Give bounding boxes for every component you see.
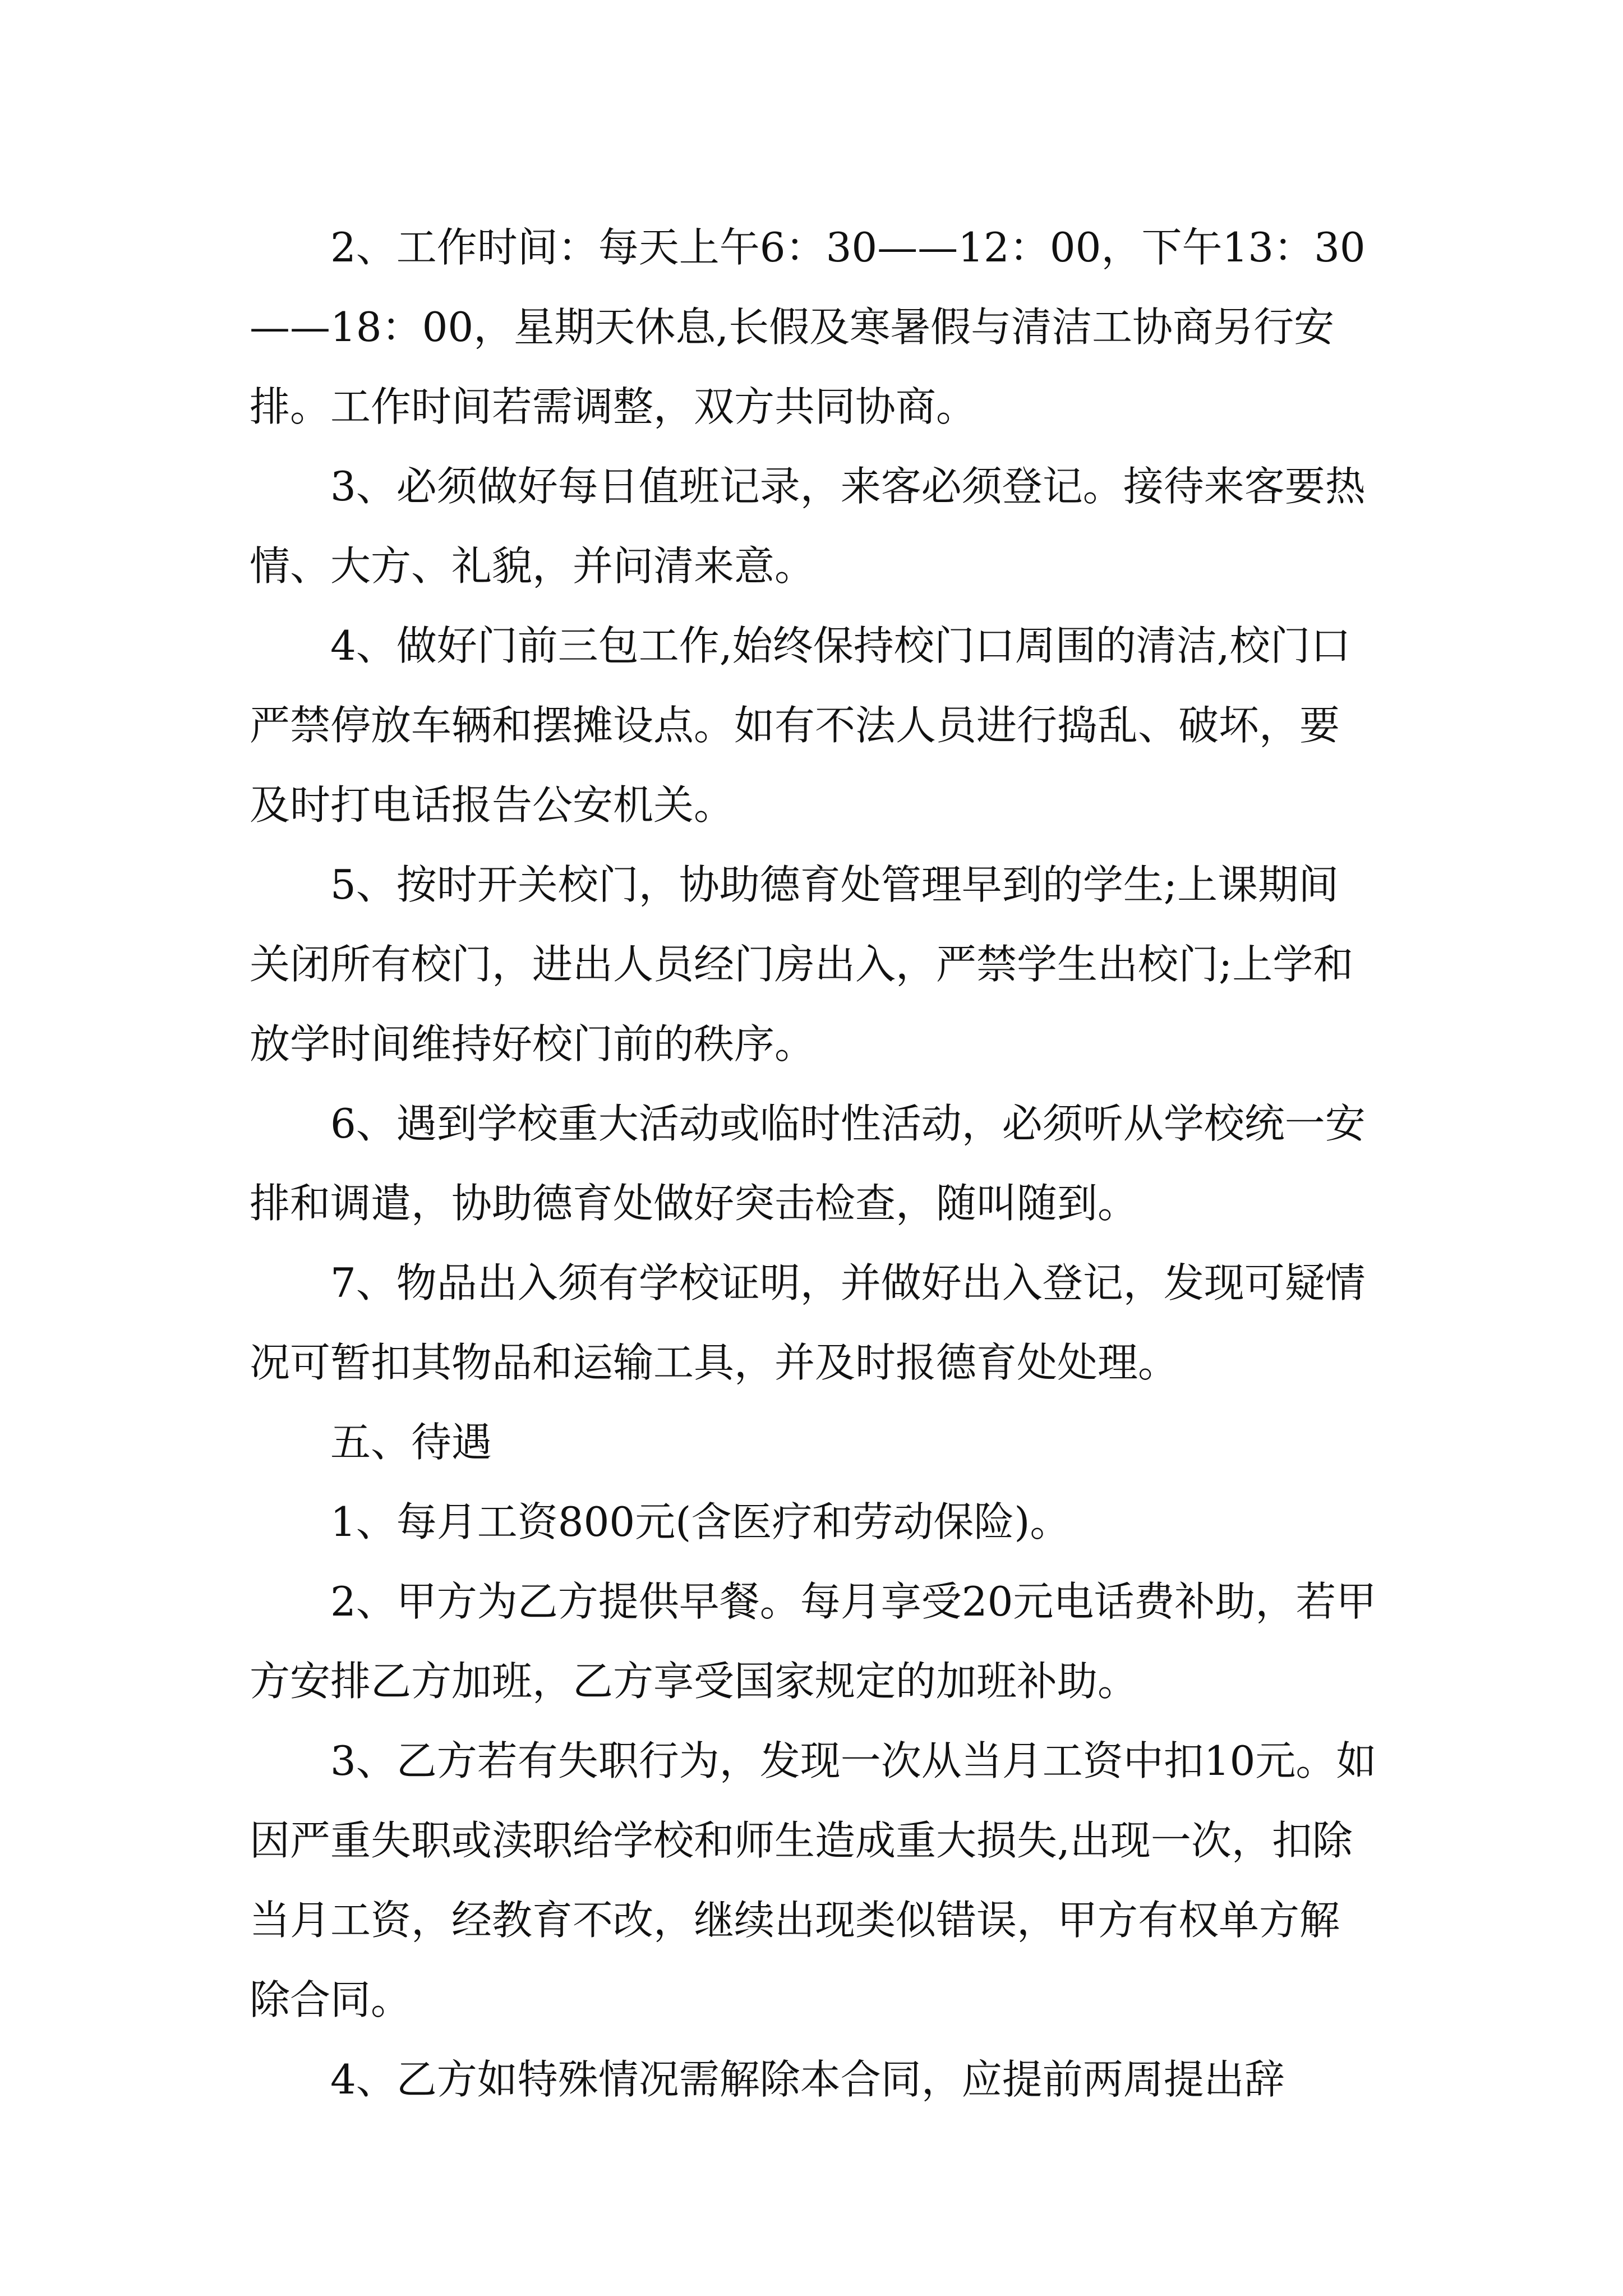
paragraph-breakfast-subsidy: 2、甲方为乙方提供早餐。每月享受20元电话费补助，若甲方安排乙方加班，乙方享受国家规定的加班补助。 bbox=[250, 1578, 1377, 1705]
paragraph-gate-opening: 5、按时开关校门，协助德育处管理早到的学生;上课期间关闭所有校门，进出人员经门房出入，严禁学生出校门;上学和放学时间维持好校门前的秩序。 bbox=[250, 861, 1354, 1068]
paragraph-school-activities: 6、遇到学校重大活动或临时性活动，必须听从学校统一安排和调遣，协助德育处做好突击检查，随叫随到。 bbox=[250, 1100, 1366, 1227]
paragraph-duty-record: 3、必须做好每日值班记录，来客必须登记。接待来客要热情、大方、礼貌，并问清来意。 bbox=[250, 463, 1366, 590]
document-body bbox=[250, 208, 1377, 2119]
section-heading-treatment: 五、待遇 bbox=[330, 1419, 492, 1466]
paragraph-goods-registration: 7、物品出入须有学校证明，并做好出入登记，发现可疑情况可暂扣其物品和运输工具，并及时报德育处处理。 bbox=[250, 1259, 1366, 1386]
paragraph-monthly-salary: 1、每月工资800元(含医疗和劳动保险)。 bbox=[330, 1498, 1071, 1545]
paragraph-dereliction-penalty: 3、乙方若有失职行为，发现一次从当月工资中扣10元。如因严重失职或渎职给学校和师生造成重大损失,出现一次，扣除当月工资，经教育不改，继续出现类似错误，甲方有权单方解除合同。 bbox=[250, 1737, 1377, 2023]
paragraph-work-hours: 2、工作时间：每天上午6：30——12：00，下午13：30——18：00，星期天休息,长假及寒暑假与清洁工协商另行安排。工作时间若需调整，双方共同协商。 bbox=[250, 224, 1366, 430]
paragraph-contract-termination: 4、乙方如特殊情况需解除本合同，应提前两周提出辞 bbox=[330, 2056, 1285, 2103]
paragraph-gate-cleanliness: 4、做好门前三包工作,始终保持校门口周围的清洁,校门口严禁停放车辆和摆摊设点。如有不法人员进行捣乱、破坏，要及时打电话报告公安机关。 bbox=[250, 622, 1351, 829]
